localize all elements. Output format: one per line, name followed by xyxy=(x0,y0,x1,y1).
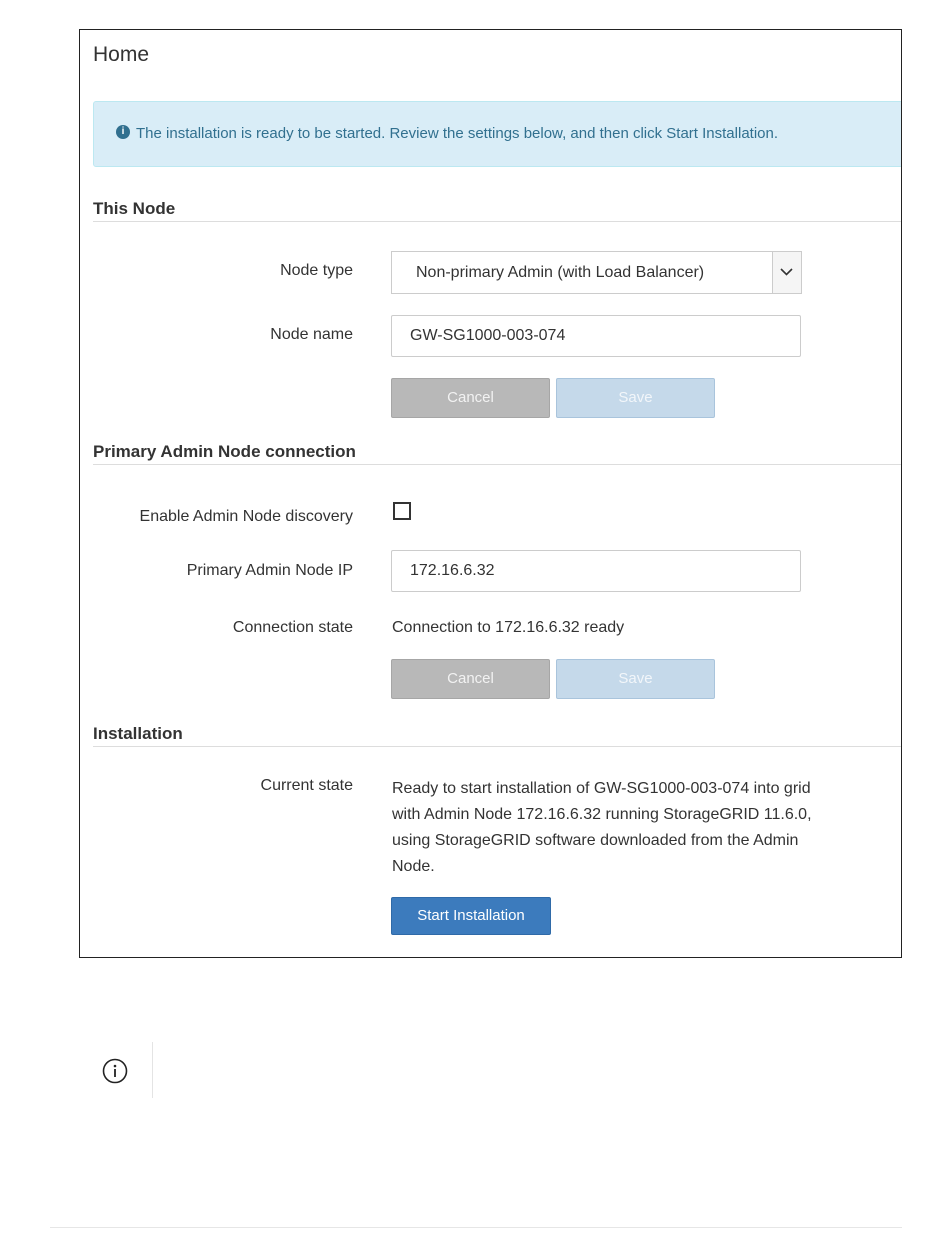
footer-divider xyxy=(50,1227,902,1228)
admin-discovery-label: Enable Admin Node discovery xyxy=(139,508,353,525)
current-state-value: Ready to start installation of GW-SG1000-003-074 into grid with Admin Node 172.16.6.32 running StorageGRID 11.6.0, using StorageGRID software downloaded from the Admin Node. xyxy=(392,780,812,875)
admin-discovery-checkbox[interactable] xyxy=(393,502,411,520)
primary-admin-ip-input[interactable]: 172.16.6.32 xyxy=(391,550,801,592)
section-title-primary-admin: Primary Admin Node connection xyxy=(93,442,356,461)
primary-admin-ip-label: Primary Admin Node IP xyxy=(186,562,353,579)
node-name-input[interactable]: GW-SG1000-003-074 xyxy=(391,315,801,357)
installer-screenshot xyxy=(79,29,902,958)
section-title-installation: Installation xyxy=(93,724,183,743)
connection-state-label: Connection state xyxy=(232,619,353,636)
node-type-label: Node type xyxy=(280,262,353,279)
chevron-down-icon[interactable] xyxy=(772,252,801,293)
node-name-label: Node name xyxy=(270,326,353,343)
admin-connection-save-button[interactable]: Save xyxy=(556,659,715,699)
node-type-select[interactable] xyxy=(391,251,802,294)
section-divider xyxy=(93,221,902,222)
alert-message: The installation is ready to be started. Review the settings below, and then click Start Installation. xyxy=(136,125,779,142)
this-node-cancel-button[interactable]: Cancel xyxy=(391,378,550,418)
info-icon: i xyxy=(116,125,130,139)
info-circle-icon xyxy=(102,1058,128,1084)
page-title: Home xyxy=(93,43,150,66)
node-type-value: Non-primary Admin (with Load Balancer) xyxy=(416,264,705,281)
start-installation-button[interactable]: Start Installation xyxy=(391,897,551,935)
section-title-this-node: This Node xyxy=(93,199,176,218)
info-alert xyxy=(93,101,902,167)
section-divider xyxy=(93,746,902,747)
this-node-save-button[interactable]: Save xyxy=(556,378,715,418)
connection-state-value: Connection to 172.16.6.32 ready xyxy=(392,619,625,636)
current-state-label: Current state xyxy=(260,777,353,794)
note-divider xyxy=(152,1042,153,1098)
admin-connection-cancel-button[interactable]: Cancel xyxy=(391,659,550,699)
section-divider xyxy=(93,464,902,465)
